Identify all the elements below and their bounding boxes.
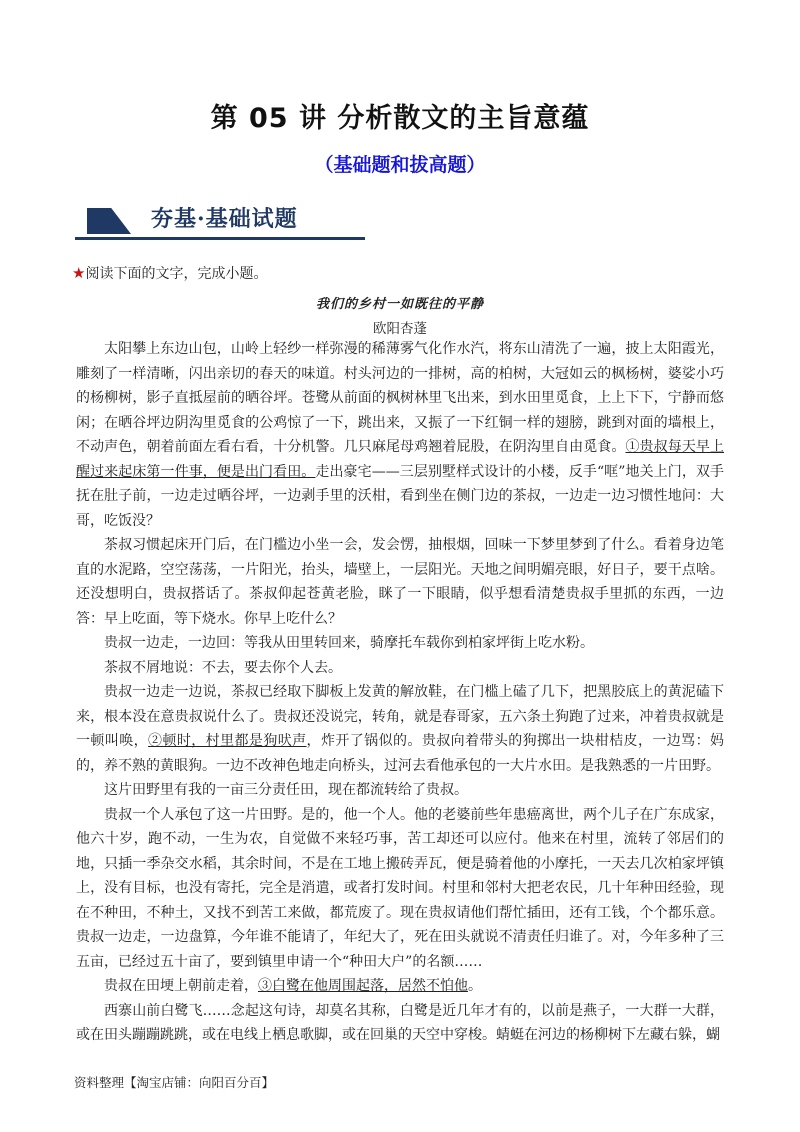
page-title: 第 05 讲 分析散文的主旨意蕴 — [210, 103, 590, 134]
page-footer: 资料整理【淘宝店铺：向阳百分百】 — [74, 1075, 275, 1090]
paragraph-8 — [76, 974, 724, 999]
paragraph-5 — [76, 680, 724, 778]
page-subtitle: （基础题和拔高题） — [314, 154, 486, 176]
paragraph-1 — [76, 337, 724, 533]
underlined-sentence-3: ③白鹭在他周围起落，居然不怕他 — [258, 978, 468, 994]
banner-triangle-icon — [87, 208, 131, 234]
underlined-sentence-2: ②顿时，村里都是狗吠声 — [148, 733, 307, 749]
paragraph-5-text: 贵叔一边走一边说，茶叔已经取下脚板上发黄的解放鞋，在门槛上磕了几下，把黑胶底上的黄泥磕下来，根本没在意贵叔说什么了。贵叔还没说完，转角，就是春哥家，五六条土狗跑了过来，冲着贵叔就是一顿叫唤， — [76, 684, 724, 749]
essay-title: 我们的乡村一如既往的平静 — [315, 297, 484, 312]
section-banner-label: 夯基·基础试题 — [151, 206, 298, 232]
paragraph-8-text: 贵叔在田埂上朝前走着， — [104, 978, 258, 994]
essay-body — [76, 337, 724, 1048]
section-banner — [75, 200, 375, 242]
paragraph-2: 茶叔习惯起床开门后，在门槛边小坐一会，发会愣，抽根烟，回味一下梦里梦到了什么。看着身边笔直的水泥路，空空荡荡，一片阳光，抬头，墙壁上，一层阳光。天地之间明媚亮眼，好日子，要干点啥。还没想明白，贵叔搭话了。茶叔仰起苍黄老脸，眯了一下眼睛，似乎想看清楚贵叔手里抓的东西，一边答：早上吃面，等下烧水。你早上吃什么？ — [76, 537, 724, 627]
paragraph-9: 西寨山前白鹭飞……念起这句诗，却莫名其称，白鹭是近几年才有的，以前是燕子，一大群一大群，或在田头蹦蹦跳跳，或在电线上栖息歌脚，或在回巢的天空中穿梭。蜻蜓在河边的杨柳树下左藏右躲，蝴 — [76, 1002, 724, 1043]
paragraph-4: 茶叔不屑地说：不去，要去你个人去。 — [104, 659, 342, 676]
banner-underline — [75, 237, 365, 240]
underlined-sentence-1: ①贵叔每天早上醒过来起床第一件事，便是出门看田。 — [76, 439, 725, 480]
paragraph-3: 贵叔一边走，一边回：等我从田里转回来，骑摩托车载你到柏家坪街上吃水粉。 — [104, 635, 594, 651]
paragraph-1-text-cont: 走出豪宅——三层别墅样式设计的小楼，反手“哐”地关上门，双手抚在肚子前，一边走过晒谷坪，一边剥手里的沃柑，看到坐在侧门边的茶叔，一边走一边习惯性地问：大哥，吃饭没？ — [76, 463, 724, 529]
paragraph-1-text: 太阳攀上东边山包，山岭上轻纱一样弥漫的稀薄雾气化作水汽，将东山清洗了一遍，披上太阳霞光，雕刻了一样清晰，闪出亲切的春天的味道。村头河边的一排树，高的柏树，大冠如云的枫杨树，婆娑小巧的杨柳树，影子直抵屋前的晒谷坪。苍鹭从前面的枫树林里飞出来，到水田里觅食，上上下下，宁静而悠闲；在晒谷坪边阴沟里觅食的公鸡惊了一下，跳出来，又振了一下红铜一样的翅膀，跳到对面的墙根上，不动声色，朝着前面左看右看，十分机警。几只麻尾母鸡翘着屁股，在阴沟里自由觅食。 — [76, 341, 724, 455]
paragraph-7: 贵叔一个人承包了这一片田野。是的，他一个人。他的老婆前些年患癌离世，两个儿子在广东成家，他六十岁，跑不动，一生为农，自觉做不来轻巧事，苦工却还可以应付。他来在村里，流转了邻居们的地，只插一季杂交水稻，其余时间，不是在工地上搬砖弄瓦，便是骑着他的小摩托，一天去几次柏家坪镇上，没有目标，也没有寄托，完全是消遣，或者打发时间。村里和邻村大把老农民，几十年种田经验，现在不种田，不种土，又找不到苦工来做，都荒废了。现在贵叔请他们帮忙插田，还有工钱，个个都乐意。贵叔一边走，一边盘算，今年谁不能请了，年纪大了，死在田头就说不清责任归谁了。对，今年多种了三五亩，已经过五十亩了，要到镇里申请一个“种田大户”的名额…… — [76, 806, 724, 970]
paragraph-5-text-cont: ，炸开了锅似的。贵叔向着带头的狗掷出一块柑桔皮，一边骂：妈的，养不熟的黄眼狗。一边不改神色地走向桥头，过河去看他承包的一大片水田。是我熟悉的一片田野。 — [76, 733, 724, 774]
star-icon: ★ — [72, 264, 86, 282]
instruction-text: 阅读下面的文字，完成小题。 — [85, 266, 268, 282]
essay-author: 欧阳杏蓬 — [373, 321, 427, 337]
paragraph-8-text-cont: 。 — [468, 978, 482, 994]
reading-instruction — [72, 263, 267, 283]
paragraph-6: 这片田野里有我的一亩三分责任田，现在都流转给了贵叔。 — [104, 782, 468, 798]
